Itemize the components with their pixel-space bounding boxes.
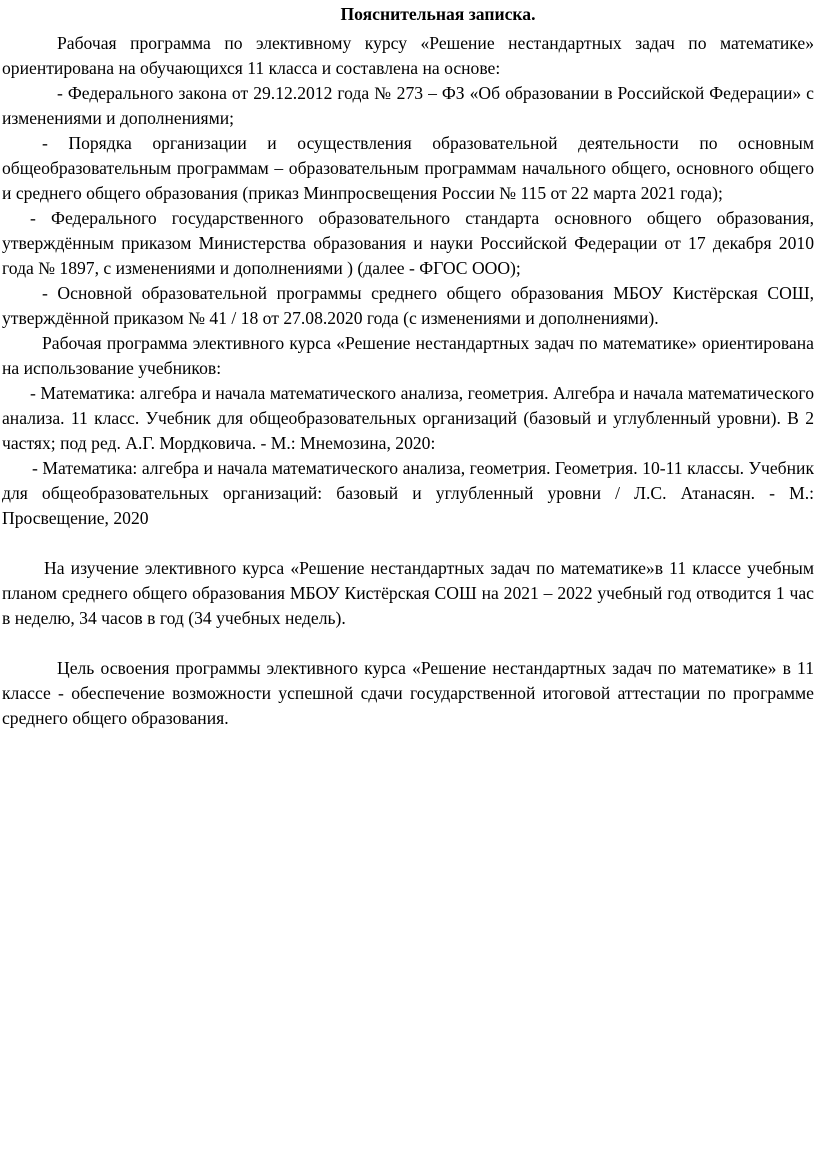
textbook-1-paragraph: - Математика: алгебра и начала математического анализа, геометрия. Алгебра и начала математического анализа. 11 класс. Учебник для общеобразовательных организаций (базовый и углубленный уровни). В 2 частях; под ред. А.Г. Мордковича. - М.: Мнемозина, 2020: <box>2 383 814 453</box>
textbook-2-paragraph: - Математика: алгебра и начала математического анализа, геометрия. Геометрия. 10-11 классы. Учебник для общеобразовательных организаций: базовый и углубленный уровни / Л.С. Атанасян. - М.: Просвещение, 2020 <box>2 458 814 528</box>
standard-paragraph: - Федерального государственного образовательного стандарта основного общего образования, утверждённым приказом Министерства образования и науки Российской Федерации от 17 декабря 2010 года № 1897, с изменениями и дополнениями ) (далее - ФГОС ООО); <box>2 208 814 278</box>
document-body <box>2 2 814 731</box>
textbooks-intro-paragraph: Рабочая программа элективного курса «Решение нестандартных задач по математике» ориентирована на использование учебников: <box>2 333 814 378</box>
procedure-paragraph: - Порядка организации и осуществления образовательной деятельности по основным общеобразовательным программам – образовательным программам начального общего, основного общего и среднего общего образования (приказ Минпросвещения России № 115 от 22 марта 2021 года); <box>2 133 814 203</box>
study-plan-paragraph: На изучение элективного курса «Решение нестандартных задач по математике»в 11 классе учебным планом среднего общего образования МБОУ Кистёрская СОШ на 2021 – 2022 учебный год отводится 1 час в неделю, 34 часов в год (34 учебных недель). <box>2 558 814 628</box>
law-paragraph: - Федерального закона от 29.12.2012 года № 273 – ФЗ «Об образовании в Российской Федерации» с изменениями и дополнениями; <box>2 83 814 128</box>
goal-paragraph: Цель освоения программы элективного курса «Решение нестандартных задач по математике» в 11 классе - обеспечение возможности успешной сдачи государственной итоговой аттестации по программе среднего общего образования. <box>2 658 814 728</box>
program-paragraph: - Основной образовательной программы среднего общего образования МБОУ Кистёрская СОШ, утверждённой приказом № 41 / 18 от 27.08.2020 года (с изменениями и дополнениями). <box>2 283 814 328</box>
intro-paragraph: Рабочая программа по элективному курсу «Решение нестандартных задач по математике» ориентирована на обучающихся 11 класса и составлена на основе: <box>2 33 814 78</box>
spacer <box>2 631 814 656</box>
document-title: Пояснительная записка. <box>340 4 536 24</box>
spacer <box>2 531 814 556</box>
